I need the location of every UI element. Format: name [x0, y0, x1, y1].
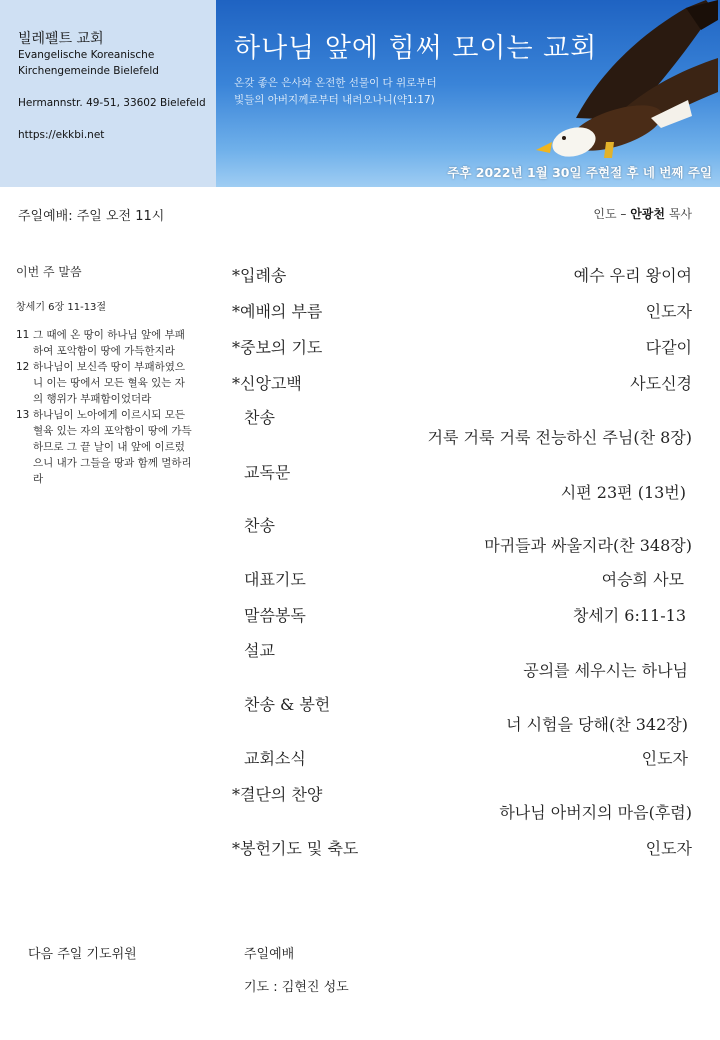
verse-number: 11 [16, 329, 30, 341]
church-info-box [0, 0, 216, 187]
order-item-value: 인도자 [645, 839, 692, 858]
order-item-name: 교회소식 [244, 749, 306, 768]
banner-title: 하나님 앞에 힘써 모이는 교회 [234, 33, 598, 64]
order-item-value: 인도자 [641, 749, 688, 768]
service-leader [593, 205, 692, 222]
church-name-german-line1: Evangelische Koreanische [18, 49, 155, 61]
next-week-service: 주일예배 [244, 947, 295, 962]
order-item-name: *봉헌기도 및 축도 [232, 839, 359, 858]
order-item-value: 시편 23편 (13번) [560, 483, 686, 502]
order-item-name: 말씀봉독 [244, 606, 306, 625]
verse-number: 12 [16, 361, 30, 373]
leader-prefix: 인도 – [593, 207, 627, 221]
order-item-value: 인도자 [645, 302, 692, 321]
order-item-name: *신앙고백 [232, 374, 302, 393]
verse-text: 하나님이 노아에게 이르시되 모든 혈육 있는 자의 포악함이 땅에 가득하므로 그 끝 날이 내 앞에 이르렀으니 내가 그들을 땅과 함께 멸하리라 [33, 409, 192, 485]
order-item-name: *입례송 [232, 266, 287, 285]
bulletin-header [0, 0, 720, 187]
order-item-value: 너 시험을 당해(찬 342장) [506, 715, 688, 734]
verse-text: 하나님이 보신즉 땅이 부패하였으니 이는 땅에서 모든 혈육 있는 자의 행위가 부패함이었더라 [33, 361, 186, 405]
banner-verse-line2: 빛들의 아버지께로부터 내려오나니(약1:17) [234, 94, 435, 106]
order-item-value: 예수 우리 왕이여 [573, 266, 692, 285]
verse-item [16, 407, 206, 487]
verse-number: 13 [16, 409, 30, 421]
order-item-name: 대표기도 [244, 570, 306, 589]
order-item-value: 여승희 사모 [601, 570, 684, 589]
order-item-name: *중보의 기도 [232, 338, 323, 357]
order-item-name: 찬송 & 봉헌 [244, 695, 331, 714]
service-time: 주일예배: 주일 오전 11시 [18, 209, 165, 224]
verse-item [16, 359, 206, 407]
order-item-name: 교독문 [244, 463, 291, 482]
verse-item [16, 327, 206, 359]
next-week-prayer: 기도 : 김현진 성도 [244, 980, 349, 995]
order-item-value: 창세기 6:11-13 [572, 606, 686, 625]
banner-verse-line1: 온갖 좋은 은사와 온전한 선물이 다 위로부터 [234, 77, 437, 89]
leader-title: 목사 [668, 207, 692, 221]
next-week-prayer-label: 다음 주일 기도위원 [28, 947, 137, 962]
order-item-value: 마귀들과 싸울지라(찬 348장) [484, 536, 692, 555]
order-item-value: 공의를 세우시는 하나님 [523, 661, 688, 680]
order-item-value: 거룩 거룩 거룩 전능하신 주님(찬 8장) [427, 428, 692, 447]
weekly-word-reference: 창세기 6장 11-13절 [16, 302, 107, 313]
order-item-value: 하나님 아버지의 마음(후렴) [499, 803, 692, 822]
order-item-value: 다같이 [645, 338, 692, 357]
order-item-name: 찬송 [244, 516, 275, 535]
order-item-name: *예배의 부름 [232, 302, 323, 321]
church-website-link[interactable]: https://ekkbi.net [18, 129, 105, 141]
church-name-german-line2: Kirchengemeinde Bielefeld [18, 65, 159, 77]
order-item-name: 설교 [244, 641, 275, 660]
order-item-name: 찬송 [244, 408, 275, 427]
banner [216, 0, 720, 187]
weekly-word-section [16, 263, 206, 487]
leader-name: 안광천 [630, 207, 665, 221]
verse-text: 그 때에 온 땅이 하나님 앞에 부패하여 포악함이 땅에 가득한지라 [33, 329, 185, 357]
order-item-name: *결단의 찬양 [232, 785, 323, 804]
weekly-word-label: 이번 주 말씀 [16, 265, 82, 279]
church-name: 빌레펠트 교회 [18, 31, 104, 47]
verse-list [16, 327, 206, 487]
church-address: Hermannstr. 49-51, 33602 Bielefeld [18, 97, 206, 109]
bulletin-date: 주후 2022년 1월 30일 주현절 후 네 번째 주일 [447, 165, 712, 180]
order-item-value: 사도신경 [630, 374, 692, 393]
